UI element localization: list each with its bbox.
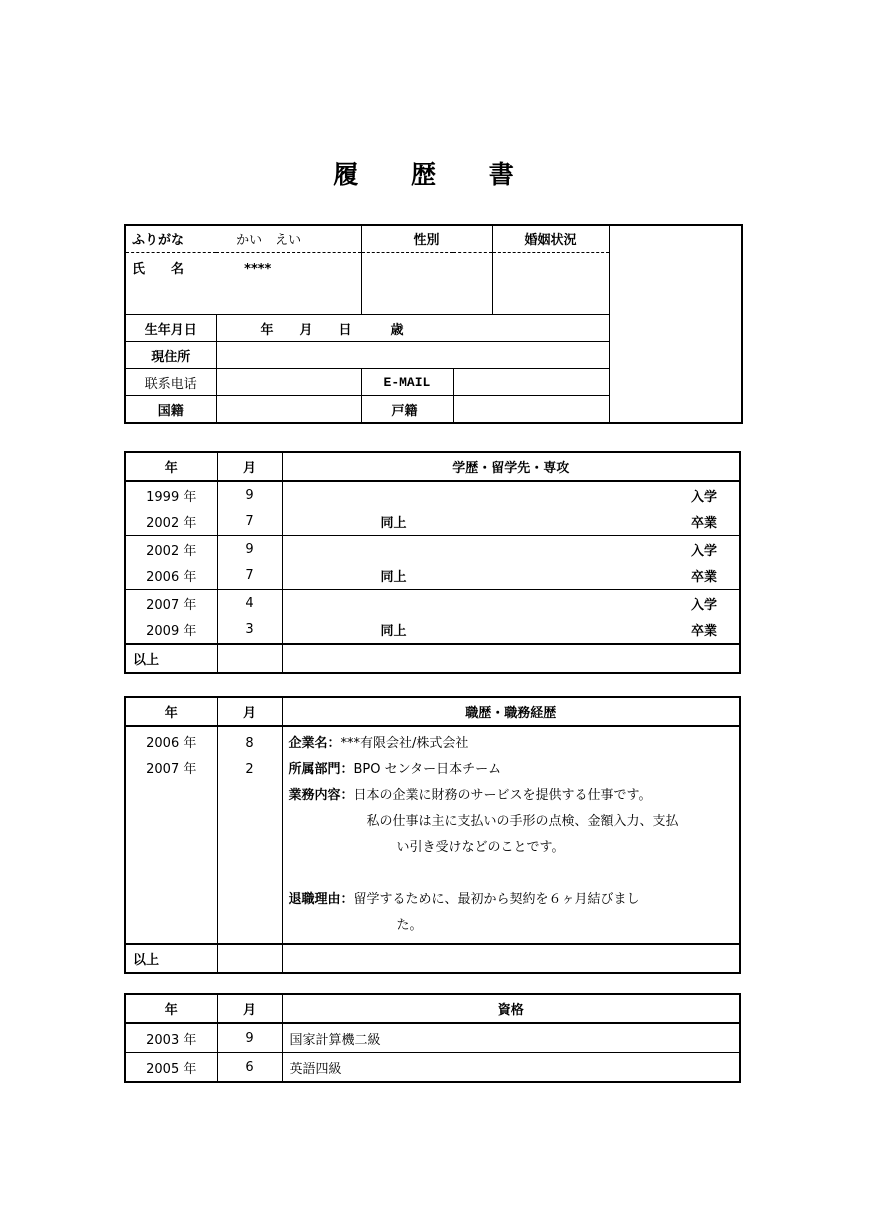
duty-label: 業務内容： <box>288 788 354 803</box>
phone-label: 联系电话 <box>125 369 216 396</box>
nationality-value <box>216 396 361 423</box>
certifications-table <box>124 993 741 1083</box>
cert-name: 国家計算機二級 <box>282 1023 740 1053</box>
photo-area <box>609 225 742 423</box>
edu-status: 入学 <box>690 489 717 505</box>
cert-year: 2003 年 <box>125 1023 217 1053</box>
work-details <box>282 726 740 944</box>
dept-label: 所属部門： <box>288 762 354 777</box>
company-label: 企業名： <box>288 736 341 751</box>
birth-value: 年 月 日 歳 <box>216 314 609 341</box>
edu-year: 2006 年 <box>125 563 217 590</box>
furigana-value: かい えい <box>236 233 302 249</box>
email-value <box>453 369 609 396</box>
reason-text: た。 <box>396 918 423 933</box>
edu-end-desc <box>282 644 740 673</box>
cert-header-desc: 資格 <box>282 994 740 1023</box>
edu-month: 7 <box>217 563 282 590</box>
cert-year: 2005 年 <box>125 1053 217 1083</box>
cert-header-year: 年 <box>125 994 217 1023</box>
edu-month: 9 <box>217 536 282 563</box>
company-value: ***有限会社/株式会社 <box>340 736 469 751</box>
edu-desc <box>282 590 740 617</box>
reason-line <box>289 887 732 913</box>
personal-info-table <box>124 224 743 424</box>
company-line <box>289 731 732 757</box>
edu-status: 卒業 <box>690 570 717 586</box>
address-value <box>216 342 609 369</box>
address-label: 現住所 <box>125 342 216 369</box>
name-cell <box>125 252 361 314</box>
work-year: 2007 年 <box>146 762 197 777</box>
page-title: 履 歴 書 <box>333 160 536 189</box>
name-label: 氏 名 <box>132 261 185 277</box>
cert-name: 英語四級 <box>282 1053 740 1083</box>
work-end-month <box>217 944 282 973</box>
dept-value: BPO センター日本チーム <box>353 762 502 777</box>
edu-status: 入学 <box>690 543 717 559</box>
edu-header-month: 月 <box>217 452 282 481</box>
edu-status: 卒業 <box>690 624 717 640</box>
duty-text: 私の仕事は主に支払いの手形の点検、金額入力、支払 <box>366 814 679 829</box>
education-table <box>124 451 741 674</box>
edu-end-label: 以上 <box>125 644 217 673</box>
phone-value <box>216 369 361 396</box>
work-end-label: 以上 <box>125 944 217 973</box>
edu-year: 2002 年 <box>125 509 217 536</box>
edu-desc <box>282 563 740 590</box>
reason-text: 留学するために、最初から契約を６ヶ月結びまし <box>353 892 640 907</box>
edu-school: 同上 <box>380 624 407 640</box>
edu-year: 2009 年 <box>125 617 217 645</box>
edu-desc <box>282 617 740 645</box>
gender-value <box>361 252 492 314</box>
work-header-desc: 職歴・職務経歴 <box>282 697 740 726</box>
edu-year: 2002 年 <box>125 536 217 563</box>
reason-label: 退職理由： <box>288 892 354 907</box>
dept-line <box>289 757 732 783</box>
work-end-desc <box>282 944 740 973</box>
edu-desc <box>282 481 740 509</box>
cert-month: 6 <box>217 1053 282 1083</box>
edu-school: 同上 <box>380 570 407 586</box>
gender-label: 性別 <box>361 225 492 252</box>
birth-label: 生年月日 <box>125 314 216 341</box>
duty-line <box>289 783 732 809</box>
furigana-label: ふりがな <box>132 233 185 249</box>
cert-month: 9 <box>217 1023 282 1053</box>
edu-month: 7 <box>217 509 282 536</box>
work-year: 2006 年 <box>146 736 197 751</box>
family-register-value <box>453 396 609 423</box>
edu-month: 3 <box>217 617 282 645</box>
edu-school: 同上 <box>380 516 407 532</box>
edu-end-month <box>217 644 282 673</box>
edu-desc <box>282 536 740 563</box>
marital-value <box>492 252 609 314</box>
work-month: 8 <box>245 736 254 751</box>
edu-status: 入学 <box>690 597 717 613</box>
family-register-label: 戸籍 <box>361 396 453 423</box>
work-history-table <box>124 696 741 974</box>
marital-label: 婚姻状況 <box>492 225 609 252</box>
edu-desc <box>282 509 740 536</box>
edu-header-year: 年 <box>125 452 217 481</box>
email-label: E-MAIL <box>361 369 453 396</box>
work-header-month: 月 <box>217 697 282 726</box>
edu-status: 卒業 <box>690 516 717 532</box>
name-value: **** <box>244 261 272 277</box>
work-months <box>217 726 282 944</box>
duty-text: 日本の企業に財務のサービスを提供する仕事です。 <box>353 788 652 803</box>
edu-month: 9 <box>217 481 282 509</box>
work-month: 2 <box>245 762 254 777</box>
edu-month: 4 <box>217 590 282 617</box>
duty-text: い引き受けなどのことです。 <box>396 840 565 855</box>
furigana-cell <box>125 225 361 252</box>
cert-header-month: 月 <box>217 994 282 1023</box>
edu-year: 1999 年 <box>125 481 217 509</box>
work-header-year: 年 <box>125 697 217 726</box>
nationality-label: 国籍 <box>125 396 216 423</box>
edu-year: 2007 年 <box>125 590 217 617</box>
work-years <box>125 726 217 944</box>
edu-header-desc: 学歴・留学先・専攻 <box>282 452 740 481</box>
